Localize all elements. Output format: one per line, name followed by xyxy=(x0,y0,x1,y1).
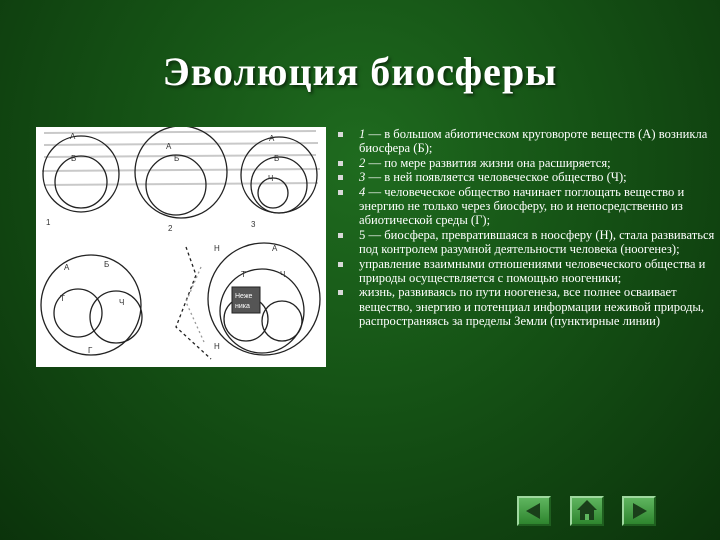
bullet-number: 3 xyxy=(359,170,366,185)
bullet-square-icon xyxy=(338,161,343,166)
label-t-2: Т xyxy=(241,270,246,279)
bullet-square-icon xyxy=(338,290,343,295)
label-n1: 1 xyxy=(46,218,51,227)
bullet-square-icon xyxy=(338,132,343,137)
bullet-text: — человеческое общество начинает поглощать вещество и энергию не только через биосферу, но и непосредственно из абиотической среды (Г); xyxy=(359,184,685,228)
bullet-item xyxy=(336,285,716,328)
bullet-text: — в большом абиотическом круговороте веществ (А) возникла биосфера (Б); xyxy=(359,127,708,156)
label-a-2: А xyxy=(166,142,172,151)
bullet-text: жизнь, развиваясь по пути ноогенеза, все полнее осваивает вещество, энергию и потенциал информации неживой природы, распространяясь за пределы Земли (пунктирные линии) xyxy=(359,285,705,329)
label-n-1: Н xyxy=(214,244,220,253)
label-ch-2: Ч xyxy=(119,298,125,307)
bullet-item xyxy=(336,185,716,228)
label-b-3: Б xyxy=(274,154,280,163)
label-n2: 2 xyxy=(168,224,173,233)
arrow-left-icon xyxy=(519,498,549,524)
bullet-item xyxy=(336,257,716,286)
bullet-text: управление взаимными отношениями человеческого общества и природы осуществляется с помощью ноогеники; xyxy=(359,256,706,286)
bullet-square-icon xyxy=(338,175,343,180)
bullet-number: 1 xyxy=(359,127,366,141)
bullet-item xyxy=(336,170,716,184)
bullet-square-icon xyxy=(338,190,343,195)
label-ch-3: Ч xyxy=(280,270,286,279)
arrow-right-icon xyxy=(624,498,654,524)
bullet-item xyxy=(336,127,716,156)
label-t: Т xyxy=(60,294,65,303)
bullet-list xyxy=(336,127,716,329)
label-n3: 3 xyxy=(251,220,256,229)
next-slide-button[interactable] xyxy=(622,496,656,526)
label-a-1: А xyxy=(70,132,76,141)
label-b-4: Б xyxy=(104,260,110,269)
bullet-text: — в ней появляется человеческое общество (Ч); xyxy=(365,170,627,185)
label-ch-1: Ч xyxy=(268,174,274,183)
box-label-2: ника xyxy=(235,303,250,310)
label-a-4: А xyxy=(64,263,70,272)
prev-slide-button[interactable] xyxy=(517,496,551,526)
home-button[interactable] xyxy=(570,496,604,526)
bullet-number: 2 xyxy=(359,155,366,170)
home-icon xyxy=(572,498,602,524)
label-b-2: Б xyxy=(174,154,180,163)
circles-row-2 xyxy=(41,243,320,359)
bullet-item xyxy=(336,228,716,257)
slide-title: Эволюция биосферы xyxy=(162,49,558,94)
box-label-1: Неже xyxy=(235,293,253,300)
label-n-2: Н xyxy=(214,342,220,351)
biosphere-diagram xyxy=(36,127,326,367)
bullet-square-icon xyxy=(338,233,343,238)
bullet-square-icon xyxy=(338,262,343,267)
label-b-1: Б xyxy=(71,154,77,163)
bullet-item xyxy=(336,156,716,170)
bullet-text: 5 — биосфера, превратившаяся в ноосферу (Н), стала развиваться под контролем разумной деятельности человека (ноогенез); xyxy=(359,227,715,257)
label-a-5: А xyxy=(272,244,278,253)
diagram-svg xyxy=(36,127,326,367)
bullet-text: — по мере развития жизни она расширяется; xyxy=(365,155,611,170)
circles-row-1 xyxy=(43,127,317,218)
label-a-3: А xyxy=(269,134,275,143)
bullet-number: 4 xyxy=(359,184,366,199)
label-g: Г xyxy=(88,346,93,355)
